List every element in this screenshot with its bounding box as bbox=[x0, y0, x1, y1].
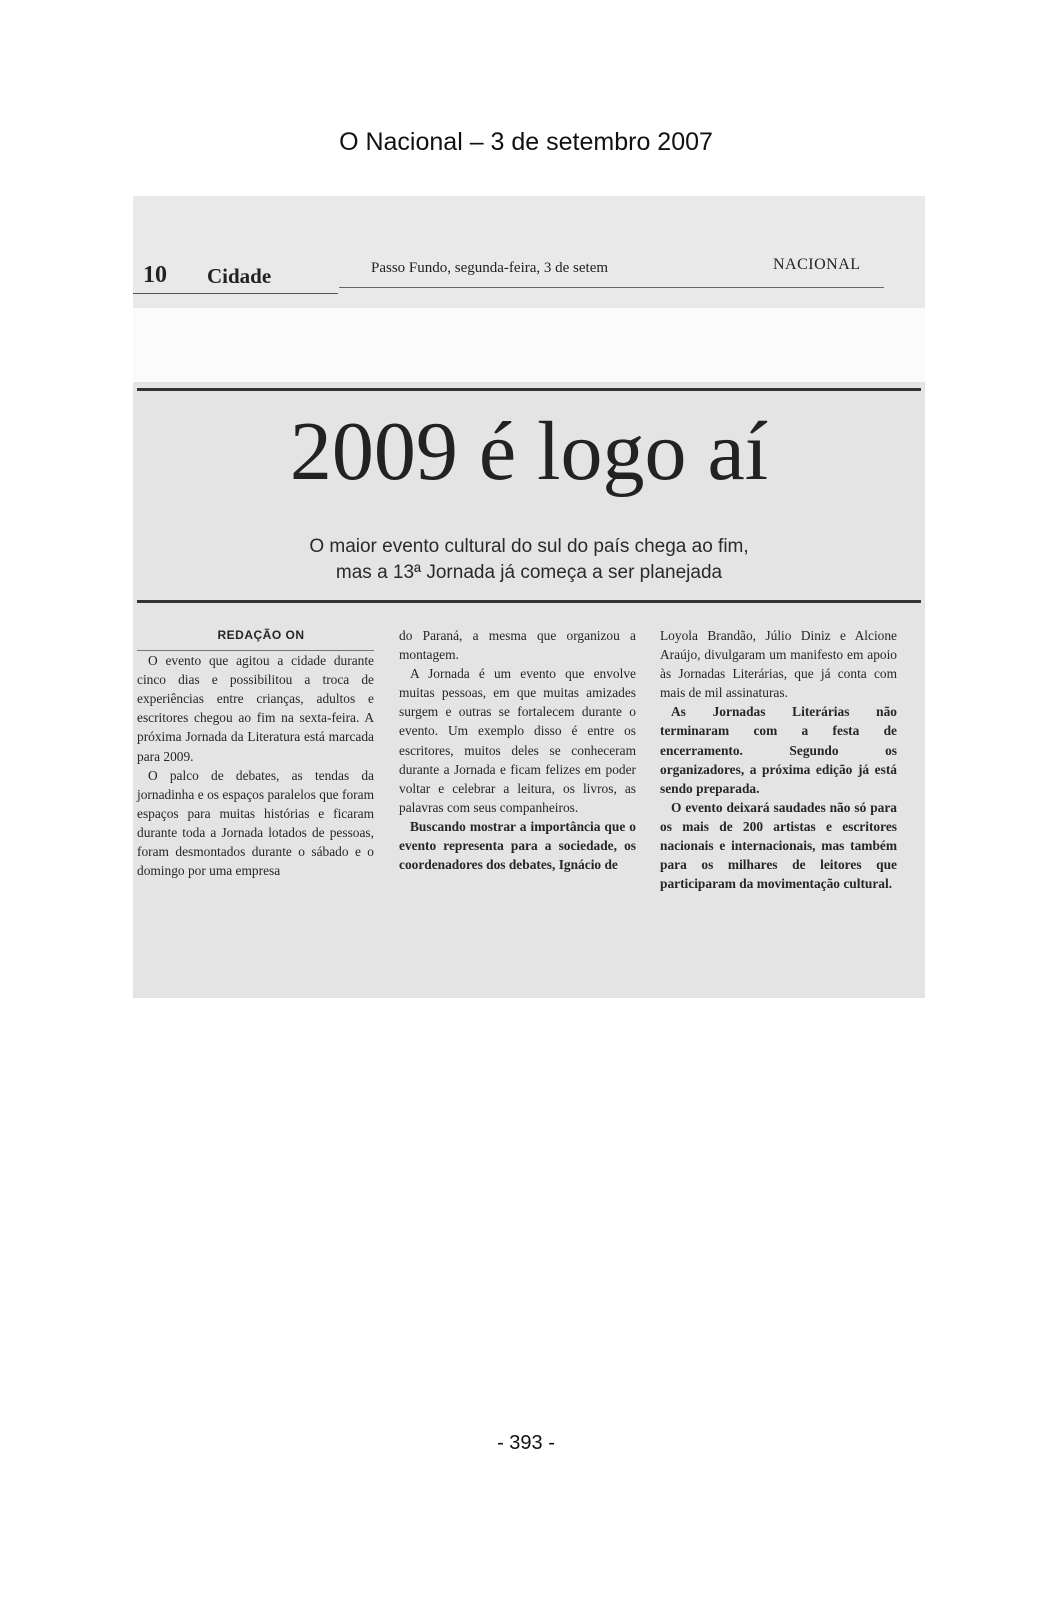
deck bbox=[133, 534, 925, 586]
paste-gap bbox=[133, 308, 925, 382]
headline-bottom-rule bbox=[137, 600, 921, 603]
byline: REDAÇÃO ON bbox=[137, 626, 374, 651]
masthead-rule bbox=[133, 293, 338, 294]
deck-line: O maior evento cultural do sul do país chega ao fim, bbox=[309, 536, 749, 557]
deck-line: mas a 13ª Jornada já começa a ser planejada bbox=[335, 562, 723, 583]
section-name: Cidade bbox=[207, 264, 272, 288]
paragraph: As Jornadas Literárias não terminaram com a festa de encerramento. Segundo os organizadores, a próxima edição já está sendo preparada. bbox=[660, 704, 897, 796]
paragraph: Buscando mostrar a importância que o evento representa para a sociedade, os coordenadores dos debates, Ignácio de bbox=[399, 818, 636, 873]
page-number: - 393 - bbox=[497, 1432, 555, 1454]
paragraph: A Jornada é um evento que envolve muitas pessoas, em que muitas amizades surgem e outras se fortalecem durante o evento. Um exemplo disso é entre os escritores, muitos deles se conheceram durante a Jornada e ficam felizes em poder voltar e celebrar a leitura, os livros, as palavras com seus companheiros. bbox=[399, 666, 636, 815]
dateline: Passo Fundo, segunda-feira, 3 de setem bbox=[371, 260, 609, 276]
article-column-1 bbox=[137, 626, 374, 880]
paragraph: O evento que agitou a cidade durante cinco dias e possibilitou a troca de experiências entre crianças, adultos e escritores chegou ao fim na sexta-feira. A próxima Jornada da Literatura está marcada para 2009. bbox=[137, 653, 374, 764]
paragraph: Loyola Brandão, Júlio Diniz e Alcione Araújo, divulgaram um manifesto em apoio às Jornadas Literárias, que já conta com mais de mil assinaturas. bbox=[660, 628, 897, 701]
article-column-3 bbox=[660, 626, 897, 893]
section-number: 10 bbox=[143, 262, 167, 288]
headline-top-rule bbox=[137, 388, 921, 391]
page-header: O Nacional – 3 de setembro 2007 bbox=[339, 128, 713, 156]
paragraph: O evento deixará saudades não só para os mais de 200 artistas e escritores nacionais e internacionais, mas também para os milhares de leitores que participaram da movimentação cultural. bbox=[660, 799, 897, 892]
paragraph: O palco de debates, as tendas da jornadinha e os espaços paralelos que foram espaços para muitas histórias e ficaram durante toda a Jornada lotados de pessoas, foram desmontados durante o sábado e o domingo por uma empresa bbox=[137, 767, 374, 879]
headline: 2009 é logo aí bbox=[289, 405, 769, 498]
article-column-2 bbox=[399, 626, 636, 874]
paragraph: do Paraná, a mesma que organizou a montagem. bbox=[399, 628, 636, 663]
newspaper-clipping bbox=[133, 196, 925, 998]
masthead-rule bbox=[339, 287, 884, 288]
newspaper-name: NACIONAL bbox=[773, 256, 861, 273]
